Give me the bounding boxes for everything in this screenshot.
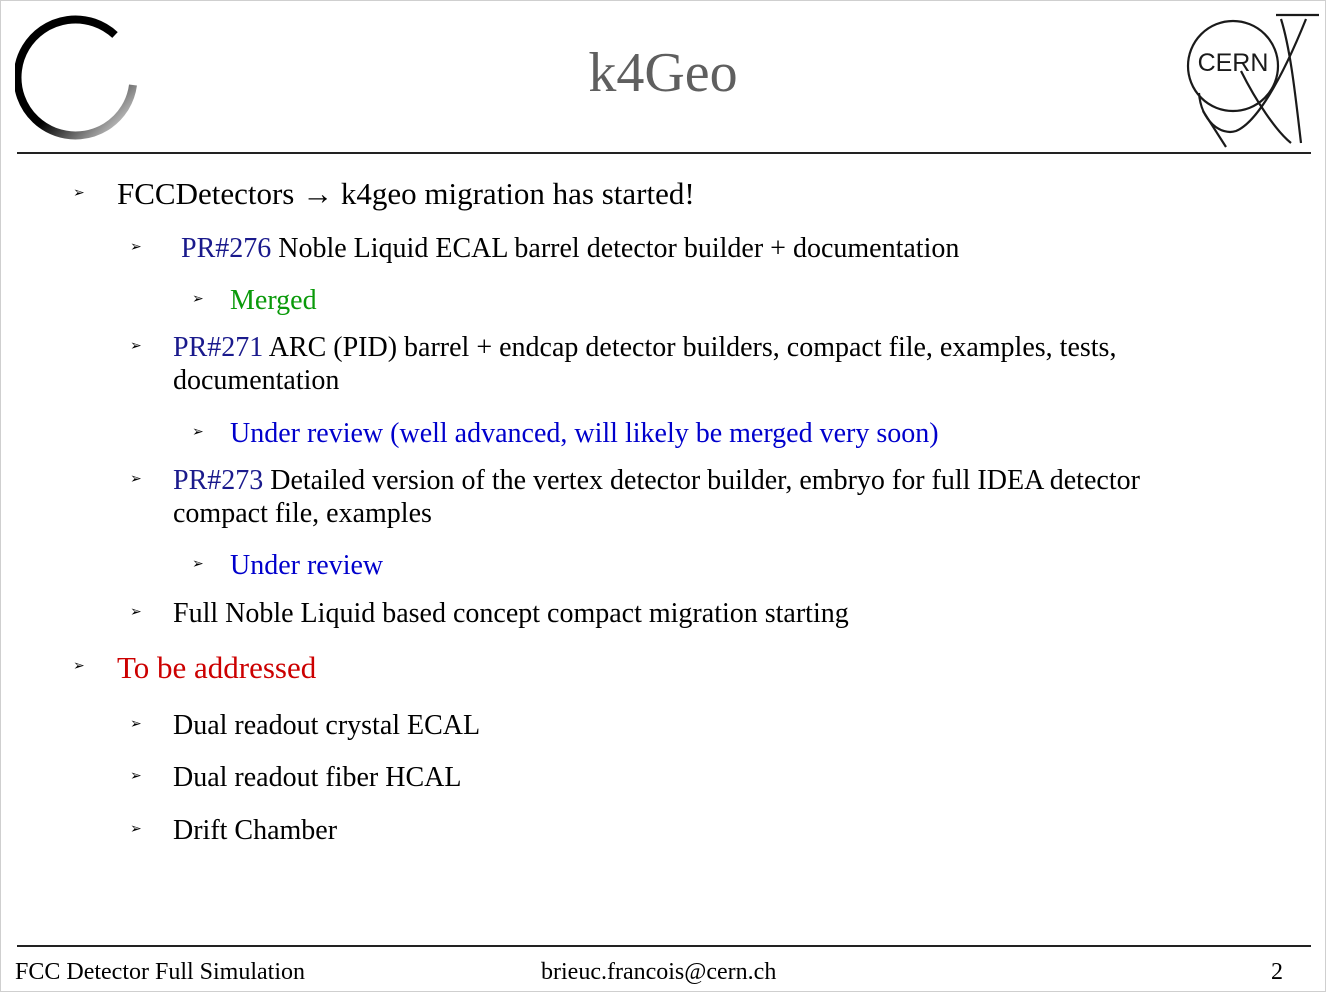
pr273-status: Under review (230, 550, 384, 581)
bullet-noble-liquid: Full Noble Liquid based concept compact migration starting (173, 598, 849, 629)
bullet-drift-chamber: Drift Chamber (173, 815, 338, 846)
bullet-fiber-hcal: Dual readout fiber HCAL (173, 762, 462, 793)
arrow-bullet-icon: ➢ (130, 339, 142, 354)
bullet-pr276 (181, 232, 959, 265)
footer-email: brieuc.francois@cern.ch (541, 959, 777, 985)
footer-title: FCC Detector Full Simulation (15, 959, 306, 985)
pr271-status: Under review (well advanced, will likely be merged very soon) (230, 418, 939, 449)
pr271-link[interactable]: PR#271 (173, 332, 264, 363)
pr273-text: Detailed version of the vertex detector builder, embryo for full IDEA detector (263, 465, 1140, 496)
page-number: 2 (1271, 959, 1283, 985)
bullet-pr273 (173, 464, 1140, 497)
arrow-bullet-icon: ➢ (130, 472, 142, 487)
pr276-link[interactable]: PR#276 (181, 233, 272, 264)
footer-divider (17, 945, 1311, 947)
arrow-bullet-icon: ➢ (192, 425, 204, 440)
arrow-bullet-icon: ➢ (130, 822, 142, 837)
title-divider (17, 152, 1311, 154)
arrow-bullet-icon: ➢ (130, 240, 142, 255)
slide-title: k4Geo (588, 42, 738, 104)
bullet-pr271 (173, 331, 1116, 364)
pr276-status: Merged (230, 285, 317, 316)
arrow-bullet-icon: ➢ (192, 557, 204, 572)
pr273-text-cont: compact file, examples (173, 498, 432, 529)
pr273-link[interactable]: PR#273 (173, 465, 264, 496)
cern-logo-text: CERN (1197, 49, 1269, 77)
bullet-migration: FCCDetectors → k4geo migration has started! (117, 176, 695, 211)
pr271-text-cont: documentation (173, 365, 340, 396)
arrow-bullet-icon: ➢ (73, 659, 85, 674)
arrow-bullet-icon: ➢ (130, 605, 142, 620)
pr271-text: ARC (PID) barrel + endcap detector builders, compact file, examples, tests, (263, 332, 1117, 363)
arrow-bullet-icon: ➢ (130, 769, 142, 784)
arrow-bullet-icon: ➢ (130, 717, 142, 732)
bullet-crystal-ecal: Dual readout crystal ECAL (173, 710, 481, 741)
bullet-to-be-addressed: To be addressed (117, 650, 317, 685)
arrow-bullet-icon: ➢ (73, 186, 85, 201)
pr276-text: Noble Liquid ECAL barrel detector builder + documentation (271, 233, 960, 264)
arrow-bullet-icon: ➢ (192, 292, 204, 307)
